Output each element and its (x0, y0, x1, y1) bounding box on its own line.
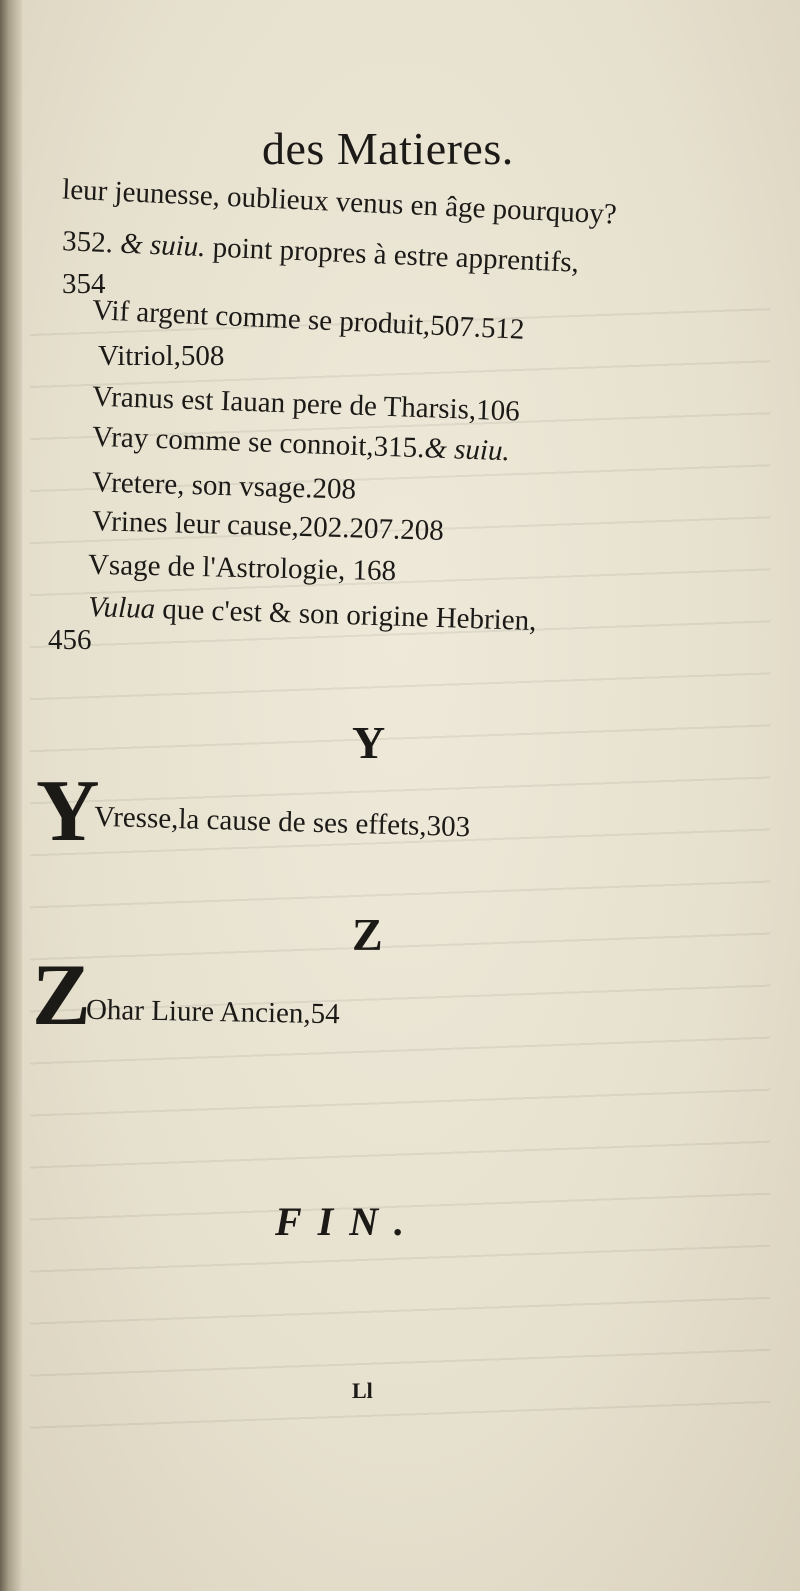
index-entry (92, 466, 357, 506)
entry-text: 352. (61, 225, 121, 260)
section-letter-z: Z (352, 909, 383, 960)
index-entry (88, 591, 537, 638)
index-entry (62, 225, 580, 280)
entry-italic: Vulua (87, 590, 156, 626)
index-entry (88, 549, 397, 588)
index-entry (91, 294, 525, 347)
index-entry (92, 421, 511, 469)
entry-text: que c'est & son origine Hebrien, (154, 593, 537, 638)
signature-mark: Ll (352, 1378, 373, 1403)
entry-italic: & suiu. (119, 227, 207, 264)
entry-text: Vray comme se connoit,315. (91, 420, 425, 465)
entry-text: point propres à estre apprentifs, (204, 231, 580, 279)
entry-text: 354 (62, 268, 106, 300)
entry-italic: & suiu. (423, 432, 511, 468)
index-entry (48, 624, 92, 657)
entry-text: Vif argent comme se produit,507.512 (91, 294, 526, 346)
fin-colophon: FIN. (275, 1199, 421, 1244)
entry-text: Vrines leur cause,202.207.208 (91, 505, 445, 547)
drop-cap-z: Z (32, 947, 91, 1044)
drop-cap-y: Y (36, 763, 100, 860)
index-entry (92, 505, 445, 548)
index-entry-z: Ohar Liure Ancien,54 (85, 993, 340, 1031)
entry-text: leur jeunesse, oublieux venus en âge pourquoy? (61, 173, 618, 231)
index-entry (92, 381, 521, 429)
entry-text: Vsage de l'Astrologie, 168 (87, 548, 397, 588)
index-entry-y: Vresse,la cause de ses effets,303 (93, 800, 471, 844)
running-head: des Matieres. (262, 123, 514, 174)
entry-text: Vranus est Iauan pere de Tharsis,106 (91, 380, 521, 428)
index-entry (62, 173, 618, 231)
entry-text: 456 (48, 624, 92, 656)
binding-gutter (0, 0, 22, 1591)
index-entry (98, 340, 224, 373)
entry-text: Vretere, son vsage.208 (91, 466, 357, 506)
section-letter-y: Y (352, 717, 386, 768)
entry-text: Vitriol,508 (98, 340, 225, 372)
